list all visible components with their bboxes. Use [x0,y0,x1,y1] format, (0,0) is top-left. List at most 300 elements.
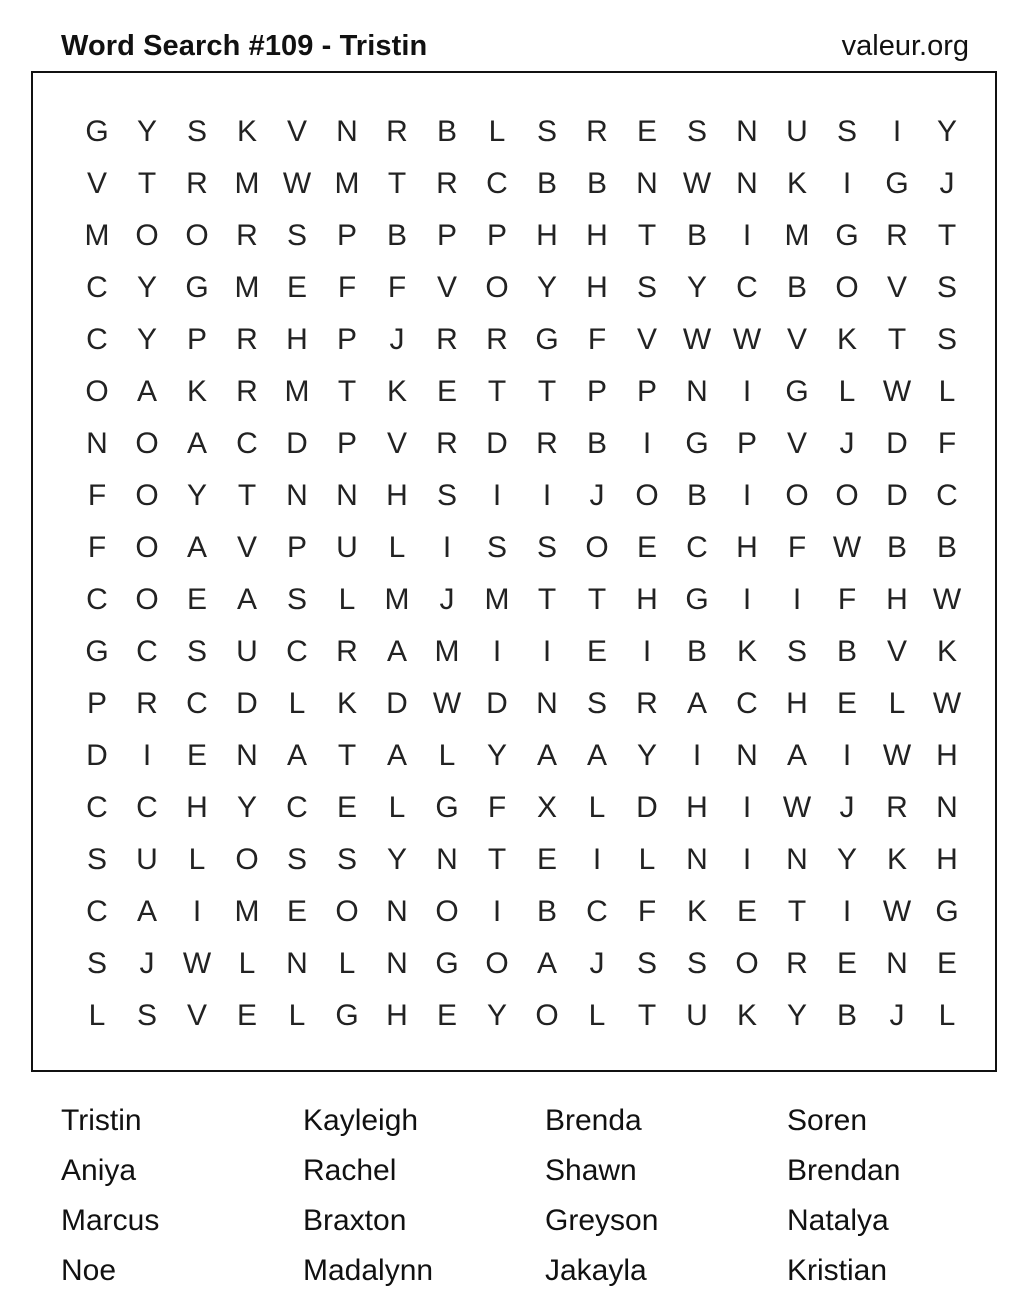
grid-letter[interactable]: T [487,843,507,876]
grid-letter[interactable]: D [86,739,108,772]
grid-letter[interactable]: H [686,791,708,824]
grid-letter[interactable]: W [882,375,912,408]
grid-letter[interactable]: C [86,583,108,616]
grid-letter[interactable]: L [288,999,306,1032]
grid-letter[interactable]: R [236,323,258,356]
grid-letter[interactable]: F [637,895,657,928]
grid-letter[interactable]: S [786,635,807,668]
grid-letter[interactable]: D [886,479,908,512]
grid-letter[interactable]: C [86,791,108,824]
grid-letter[interactable]: N [86,427,108,460]
grid-letter[interactable]: Y [786,999,807,1032]
grid-letter[interactable]: T [137,167,157,200]
grid-letter[interactable]: A [586,739,607,772]
grid-letter[interactable]: P [436,219,457,252]
grid-letter[interactable]: R [786,947,808,980]
grid-letter[interactable]: I [742,219,752,252]
grid-letter[interactable]: N [936,791,958,824]
grid-letter[interactable]: J [589,479,605,512]
grid-letter[interactable]: E [286,895,307,928]
grid-letter[interactable]: H [886,583,908,616]
grid-letter[interactable]: K [836,323,857,356]
grid-letter[interactable]: W [832,531,862,564]
grid-letter[interactable]: L [588,999,606,1032]
grid-letter[interactable]: W [932,583,962,616]
grid-letter[interactable]: N [336,115,358,148]
grid-letter[interactable]: P [336,323,357,356]
grid-letter[interactable]: E [336,791,357,824]
grid-letter[interactable]: E [536,843,557,876]
grid-letter[interactable]: H [586,219,608,252]
grid-letter[interactable]: S [436,479,457,512]
grid-letter[interactable]: S [136,999,157,1032]
grid-letter[interactable]: J [439,583,455,616]
grid-letter[interactable]: P [336,219,357,252]
grid-letter[interactable]: B [936,531,957,564]
grid-letter[interactable]: G [85,115,109,148]
grid-letter[interactable]: U [336,531,358,564]
grid-letter[interactable]: I [192,895,202,928]
grid-letter[interactable]: H [936,843,958,876]
grid-letter[interactable]: N [736,167,758,200]
grid-letter[interactable]: L [638,843,656,876]
grid-letter[interactable]: L [938,999,956,1032]
grid-letter[interactable]: I [492,635,502,668]
grid-letter[interactable]: O [835,271,859,304]
grid-letter[interactable]: C [86,323,108,356]
grid-letter[interactable]: S [86,947,107,980]
grid-letter[interactable]: I [492,895,502,928]
grid-letter[interactable]: O [485,947,509,980]
grid-letter[interactable]: H [736,531,758,564]
grid-letter[interactable]: V [886,271,907,304]
grid-letter[interactable]: R [586,115,608,148]
grid-letter[interactable]: E [936,947,957,980]
grid-letter[interactable]: E [436,375,457,408]
grid-letter[interactable]: A [136,895,157,928]
grid-letter[interactable]: E [186,583,207,616]
grid-letter[interactable]: S [936,271,957,304]
grid-letter[interactable]: C [736,687,758,720]
grid-letter[interactable]: R [236,219,258,252]
grid-letter[interactable]: I [892,115,902,148]
grid-letter[interactable]: O [235,843,259,876]
grid-letter[interactable]: I [542,635,552,668]
grid-letter[interactable]: D [886,427,908,460]
grid-letter[interactable]: B [686,219,707,252]
grid-letter[interactable]: A [186,531,207,564]
grid-letter[interactable]: A [186,427,207,460]
grid-letter[interactable]: H [386,479,408,512]
grid-letter[interactable]: J [939,167,955,200]
grid-letter[interactable]: P [336,427,357,460]
grid-letter[interactable]: Y [136,323,157,356]
grid-letter[interactable]: H [636,583,658,616]
grid-letter[interactable]: K [936,635,957,668]
grid-letter[interactable]: I [842,895,852,928]
grid-letter[interactable]: I [742,791,752,824]
grid-letter[interactable]: E [586,635,607,668]
grid-letter[interactable]: K [886,843,907,876]
grid-letter[interactable]: W [782,791,812,824]
grid-letter[interactable]: I [492,479,502,512]
grid-letter[interactable]: A [386,739,407,772]
grid-letter[interactable]: N [686,843,708,876]
grid-letter[interactable]: D [236,687,258,720]
grid-letter[interactable]: G [835,219,859,252]
grid-letter[interactable]: L [588,791,606,824]
grid-letter[interactable]: L [938,375,956,408]
grid-letter[interactable]: C [86,895,108,928]
grid-letter[interactable]: R [886,219,908,252]
grid-letter[interactable]: T [487,375,507,408]
grid-letter[interactable]: E [286,271,307,304]
grid-letter[interactable]: T [237,479,257,512]
grid-letter[interactable]: M [84,219,110,252]
grid-letter[interactable]: W [682,323,712,356]
grid-letter[interactable]: K [186,375,207,408]
grid-letter[interactable]: Y [536,271,557,304]
grid-letter[interactable]: I [742,583,752,616]
grid-letter[interactable]: V [86,167,107,200]
grid-letter[interactable]: R [436,323,458,356]
grid-letter[interactable]: D [286,427,308,460]
grid-letter[interactable]: W [182,947,212,980]
grid-letter[interactable]: G [935,895,959,928]
grid-letter[interactable]: T [637,219,657,252]
grid-letter[interactable]: H [936,739,958,772]
grid-letter[interactable]: R [436,167,458,200]
grid-letter[interactable]: G [435,947,459,980]
grid-letter[interactable]: Y [686,271,707,304]
grid-letter[interactable]: P [186,323,207,356]
grid-letter[interactable]: O [735,947,759,980]
grid-letter[interactable]: T [787,895,807,928]
grid-letter[interactable]: F [487,791,507,824]
grid-letter[interactable]: N [286,479,308,512]
grid-letter[interactable]: G [535,323,559,356]
grid-letter[interactable]: C [186,687,208,720]
grid-letter[interactable]: A [536,947,557,980]
grid-letter[interactable]: H [286,323,308,356]
grid-letter[interactable]: E [186,739,207,772]
grid-letter[interactable]: N [386,947,408,980]
grid-letter[interactable]: O [135,479,159,512]
grid-letter[interactable]: A [136,375,157,408]
grid-letter[interactable]: M [484,583,510,616]
grid-letter[interactable]: V [886,635,907,668]
grid-letter[interactable]: U [786,115,808,148]
grid-letter[interactable]: L [88,999,106,1032]
grid-letter[interactable]: M [234,271,260,304]
grid-letter[interactable]: H [586,271,608,304]
grid-letter[interactable]: O [635,479,659,512]
grid-letter[interactable]: N [736,739,758,772]
grid-letter[interactable]: B [886,531,907,564]
grid-letter[interactable]: O [185,219,209,252]
grid-letter[interactable]: I [142,739,152,772]
grid-letter[interactable]: A [686,687,707,720]
grid-letter[interactable]: Y [236,791,257,824]
grid-letter[interactable]: I [742,479,752,512]
grid-letter[interactable]: Y [186,479,207,512]
grid-letter[interactable]: C [286,791,308,824]
grid-letter[interactable]: B [836,635,857,668]
grid-letter[interactable]: O [135,583,159,616]
grid-letter[interactable]: S [936,323,957,356]
grid-letter[interactable]: P [586,375,607,408]
grid-letter[interactable]: N [886,947,908,980]
grid-letter[interactable]: T [537,583,557,616]
grid-letter[interactable]: O [785,479,809,512]
grid-letter[interactable]: H [386,999,408,1032]
grid-letter[interactable]: C [936,479,958,512]
grid-letter[interactable]: G [85,635,109,668]
grid-letter[interactable]: I [792,583,802,616]
grid-letter[interactable]: S [686,947,707,980]
grid-letter[interactable]: B [436,115,457,148]
grid-letter[interactable]: N [536,687,558,720]
grid-letter[interactable]: L [838,375,856,408]
grid-letter[interactable]: S [836,115,857,148]
grid-letter[interactable]: T [537,375,557,408]
grid-letter[interactable]: B [586,167,607,200]
grid-letter[interactable]: Y [636,739,657,772]
grid-letter[interactable]: X [536,791,557,824]
grid-letter[interactable]: C [136,791,158,824]
grid-letter[interactable]: K [786,167,807,200]
grid-letter[interactable]: E [836,947,857,980]
grid-letter[interactable]: C [86,271,108,304]
grid-letter[interactable]: O [135,427,159,460]
grid-letter[interactable]: B [536,167,557,200]
grid-letter[interactable]: N [286,947,308,980]
grid-letter[interactable]: F [837,583,857,616]
grid-letter[interactable]: M [234,895,260,928]
grid-letter[interactable]: M [284,375,310,408]
grid-letter[interactable]: N [786,843,808,876]
grid-letter[interactable]: W [732,323,762,356]
grid-letter[interactable]: R [136,687,158,720]
grid-letter[interactable]: C [586,895,608,928]
grid-letter[interactable]: M [434,635,460,668]
grid-letter[interactable]: G [185,271,209,304]
grid-letter[interactable]: T [587,583,607,616]
grid-letter[interactable]: R [536,427,558,460]
grid-letter[interactable]: D [636,791,658,824]
grid-letter[interactable]: E [836,687,857,720]
grid-letter[interactable]: I [842,739,852,772]
grid-letter[interactable]: J [839,791,855,824]
grid-letter[interactable]: B [786,271,807,304]
grid-letter[interactable]: A [286,739,307,772]
grid-letter[interactable]: Y [386,843,407,876]
grid-letter[interactable]: Y [836,843,857,876]
grid-letter[interactable]: I [642,635,652,668]
grid-letter[interactable]: D [486,687,508,720]
grid-letter[interactable]: K [236,115,257,148]
grid-letter[interactable]: B [686,635,707,668]
grid-letter[interactable]: H [786,687,808,720]
grid-letter[interactable]: L [288,687,306,720]
grid-letter[interactable]: L [388,531,406,564]
grid-letter[interactable]: P [736,427,757,460]
grid-letter[interactable]: R [886,791,908,824]
grid-letter[interactable]: W [882,739,912,772]
grid-letter[interactable]: G [785,375,809,408]
grid-letter[interactable]: O [585,531,609,564]
grid-letter[interactable]: J [389,323,405,356]
grid-letter[interactable]: P [86,687,107,720]
grid-letter[interactable]: T [337,739,357,772]
grid-letter[interactable]: V [786,427,807,460]
grid-letter[interactable]: A [536,739,557,772]
grid-letter[interactable]: L [888,687,906,720]
grid-letter[interactable]: V [286,115,307,148]
grid-letter[interactable]: P [286,531,307,564]
grid-letter[interactable]: W [432,687,462,720]
grid-letter[interactable]: L [338,583,356,616]
grid-letter[interactable]: R [486,323,508,356]
grid-letter[interactable]: J [839,427,855,460]
grid-letter[interactable]: O [535,999,559,1032]
grid-letter[interactable]: N [436,843,458,876]
grid-letter[interactable]: F [587,323,607,356]
grid-letter[interactable]: I [842,167,852,200]
grid-letter[interactable]: S [86,843,107,876]
grid-letter[interactable]: W [882,895,912,928]
grid-letter[interactable]: C [136,635,158,668]
grid-letter[interactable]: N [686,375,708,408]
grid-letter[interactable]: A [386,635,407,668]
grid-letter[interactable]: C [236,427,258,460]
grid-letter[interactable]: N [636,167,658,200]
grid-letter[interactable]: L [438,739,456,772]
grid-letter[interactable]: Y [486,999,507,1032]
grid-letter[interactable]: E [436,999,457,1032]
grid-letter[interactable]: N [236,739,258,772]
grid-letter[interactable]: L [238,947,256,980]
grid-letter[interactable]: E [736,895,757,928]
grid-letter[interactable]: L [388,791,406,824]
grid-letter[interactable]: W [682,167,712,200]
grid-letter[interactable]: I [442,531,452,564]
grid-letter[interactable]: M [784,219,810,252]
grid-letter[interactable]: F [87,531,107,564]
grid-letter[interactable]: P [486,219,507,252]
grid-letter[interactable]: T [937,219,957,252]
grid-letter[interactable]: B [586,427,607,460]
grid-letter[interactable]: G [435,791,459,824]
grid-letter[interactable]: O [135,531,159,564]
grid-letter[interactable]: W [932,687,962,720]
grid-letter[interactable]: O [335,895,359,928]
grid-letter[interactable]: V [386,427,407,460]
grid-letter[interactable]: F [787,531,807,564]
grid-letter[interactable]: J [889,999,905,1032]
grid-letter[interactable]: N [336,479,358,512]
grid-letter[interactable]: T [637,999,657,1032]
grid-letter[interactable]: F [937,427,957,460]
grid-letter[interactable]: S [636,947,657,980]
grid-letter[interactable]: V [236,531,257,564]
grid-letter[interactable]: N [386,895,408,928]
grid-letter[interactable]: K [736,999,757,1032]
grid-letter[interactable]: V [786,323,807,356]
grid-letter[interactable]: F [337,271,357,304]
grid-letter[interactable]: S [586,687,607,720]
grid-letter[interactable]: V [436,271,457,304]
grid-letter[interactable]: U [136,843,158,876]
grid-letter[interactable]: S [186,115,207,148]
grid-letter[interactable]: M [334,167,360,200]
grid-letter[interactable]: I [542,479,552,512]
grid-letter[interactable]: N [736,115,758,148]
grid-letter[interactable]: H [536,219,558,252]
grid-letter[interactable]: E [636,115,657,148]
grid-letter[interactable]: R [386,115,408,148]
grid-letter[interactable]: B [386,219,407,252]
grid-letter[interactable]: K [736,635,757,668]
grid-letter[interactable]: S [286,843,307,876]
grid-letter[interactable]: B [686,479,707,512]
grid-letter[interactable]: V [636,323,657,356]
grid-letter[interactable]: J [589,947,605,980]
grid-letter[interactable]: S [636,271,657,304]
grid-letter[interactable]: C [486,167,508,200]
grid-letter[interactable]: M [384,583,410,616]
grid-letter[interactable]: S [286,583,307,616]
grid-letter[interactable]: U [236,635,258,668]
grid-letter[interactable]: W [282,167,312,200]
grid-letter[interactable]: R [636,687,658,720]
grid-letter[interactable]: Y [136,115,157,148]
grid-letter[interactable]: S [336,843,357,876]
grid-letter[interactable]: E [636,531,657,564]
grid-letter[interactable]: R [336,635,358,668]
grid-letter[interactable]: R [186,167,208,200]
grid-letter[interactable]: S [286,219,307,252]
grid-letter[interactable]: A [236,583,257,616]
grid-letter[interactable]: I [692,739,702,772]
grid-letter[interactable]: S [536,115,557,148]
grid-letter[interactable]: Y [936,115,957,148]
grid-letter[interactable]: A [786,739,807,772]
grid-letter[interactable]: U [686,999,708,1032]
grid-letter[interactable]: K [386,375,407,408]
grid-letter[interactable]: O [135,219,159,252]
grid-letter[interactable]: J [139,947,155,980]
grid-letter[interactable]: B [536,895,557,928]
grid-letter[interactable]: G [685,427,709,460]
grid-letter[interactable]: F [387,271,407,304]
grid-letter[interactable]: R [236,375,258,408]
grid-letter[interactable]: O [485,271,509,304]
grid-letter[interactable]: Y [136,271,157,304]
grid-letter[interactable]: T [887,323,907,356]
grid-letter[interactable]: O [435,895,459,928]
grid-letter[interactable]: P [636,375,657,408]
grid-letter[interactable]: C [286,635,308,668]
grid-letter[interactable]: G [685,583,709,616]
grid-letter[interactable]: B [836,999,857,1032]
grid-letter[interactable]: I [592,843,602,876]
grid-letter[interactable]: C [736,271,758,304]
grid-letter[interactable]: S [536,531,557,564]
grid-letter[interactable]: L [338,947,356,980]
grid-letter[interactable]: L [188,843,206,876]
grid-letter[interactable]: E [236,999,257,1032]
